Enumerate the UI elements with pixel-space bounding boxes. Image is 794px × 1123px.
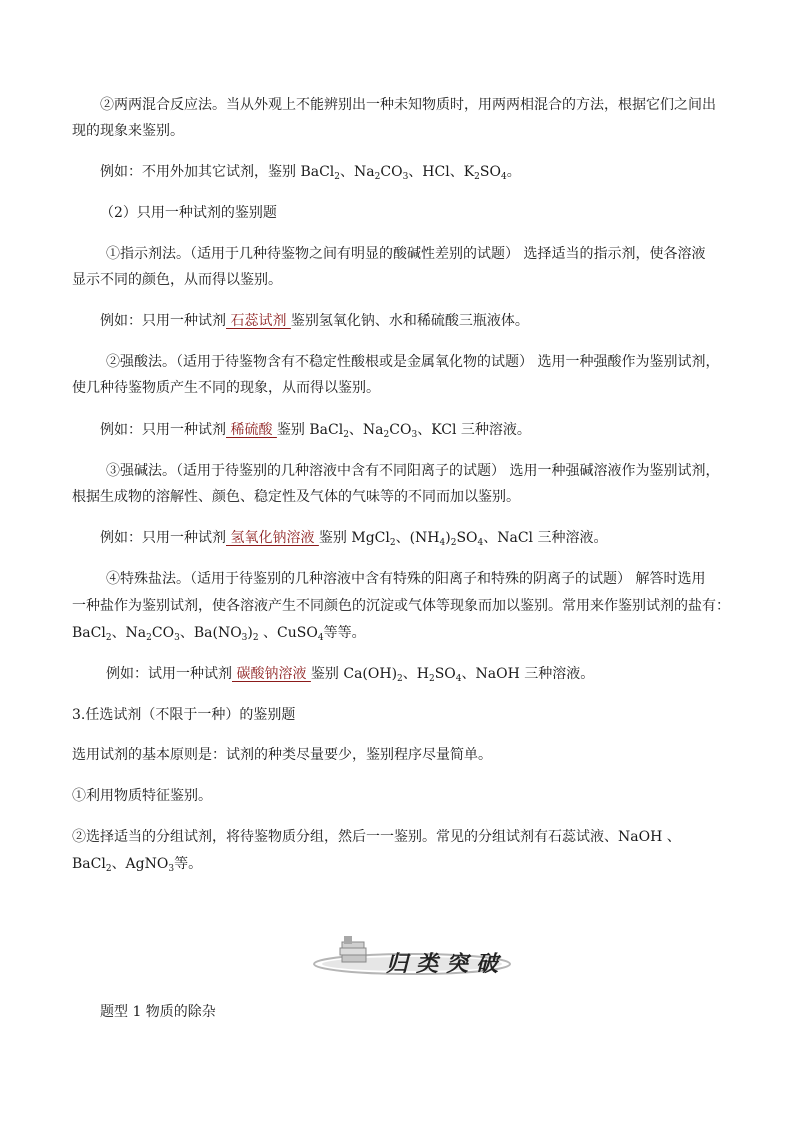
section-heading: 3.任选试剂（不限于一种）的鉴别题 bbox=[72, 707, 296, 723]
paragraph-line: 根据生成物的溶解性、颜色、稳定性及气体的气味等的不同而加以鉴别。 bbox=[72, 489, 520, 505]
banner-title: 归类突破 bbox=[386, 952, 507, 977]
paragraph-line: ③强碱法。（适用于待鉴别的几种溶液中含有不同阳离子的试题） 选用一种强碱溶液作为鉴别试剂， bbox=[106, 463, 720, 479]
paragraph-line: 使几种待鉴物质产生不同的现象，从而得以鉴别。 bbox=[72, 380, 380, 396]
example-line: 例如：试用一种试剂 碳酸钠溶液 鉴别 $Ca(OH)_2$、$H_2SO_4$、NaOH 三种溶液。 bbox=[106, 666, 595, 684]
answer-blank: 氢氧化钠溶液 bbox=[226, 530, 319, 546]
section-heading: 题型 1 物质的除杂 bbox=[100, 1004, 216, 1020]
paragraph-line: 显示不同的颜色，从而得以鉴别。 bbox=[72, 272, 282, 288]
example-line: 例如：只用一种试剂 稀硫酸 鉴别 BaCl$_2$、$Na_2CO_3$、KCl 三种溶液。 bbox=[100, 422, 531, 440]
example-line: 例如：不用外加其它试剂，鉴别 BaCl$_2$、$Na_2CO_3$、HCl、$K_2SO_4$。 bbox=[100, 164, 521, 182]
answer-blank: 石蕊试剂 bbox=[226, 313, 291, 329]
paragraph-line: 一种盐作为鉴别试剂，使各溶液产生不同颜色的沉淀或气体等现象而加以鉴别。常用来作鉴别试剂的盐有： bbox=[72, 598, 730, 614]
section-heading: （2）只用一种试剂的鉴别题 bbox=[100, 205, 277, 221]
book-stack-icon bbox=[340, 936, 366, 962]
answer-blank: 碳酸钠溶液 bbox=[232, 666, 311, 682]
paragraph-line: 选用试剂的基本原则是：试剂的种类尽量要少，鉴别程序尽量简单。 bbox=[72, 747, 492, 763]
paragraph-line: ②两两混合反应法。当从外观上不能辨别出一种未知物质时，用两两相混合的方法，根据它们之间出 bbox=[100, 97, 716, 113]
example-line: 例如：只用一种试剂 石蕊试剂 鉴别氢氧化钠、水和稀硫酸三瓶液体。 bbox=[100, 313, 529, 329]
paragraph-line: BaCl$_2$、AgNO$_3$等。 bbox=[72, 856, 203, 874]
paragraph-line: ①利用物质特征鉴别。 bbox=[72, 788, 212, 804]
paragraph-line: 现的现象来鉴别。 bbox=[72, 123, 184, 139]
paragraph-line: ②选择适当的分组试剂，将待鉴物质分组，然后一一鉴别。常见的分组试剂有石蕊试液、NaOH 、 bbox=[72, 829, 681, 845]
example-line: 例如：只用一种试剂 氢氧化钠溶液 鉴别 MgCl$_2$、$(NH_4)_2SO_4$、NaCl 三种溶液。 bbox=[100, 530, 608, 548]
paragraph-line: ②强酸法。（适用于待鉴物含有不稳定性酸根或是金属氧化物的试题） 选用一种强酸作为鉴别试剂， bbox=[106, 354, 720, 370]
paragraph-line: ④特殊盐法。（适用于待鉴别的几种溶液中含有特殊的阳离子和特殊的阴离子的试题） 解答时选用 bbox=[106, 571, 706, 587]
paragraph-line: ①指示剂法。（适用于几种待鉴物之间有明显的酸碱性差别的试题） 选择适当的指示剂，使各溶液 bbox=[106, 246, 706, 262]
answer-blank: 稀硫酸 bbox=[226, 422, 277, 438]
paragraph-line: BaCl$_2$、$Na_2CO_3$、$Ba(NO_3)_2$ 、CuSO$_4$等等。 bbox=[72, 625, 366, 643]
